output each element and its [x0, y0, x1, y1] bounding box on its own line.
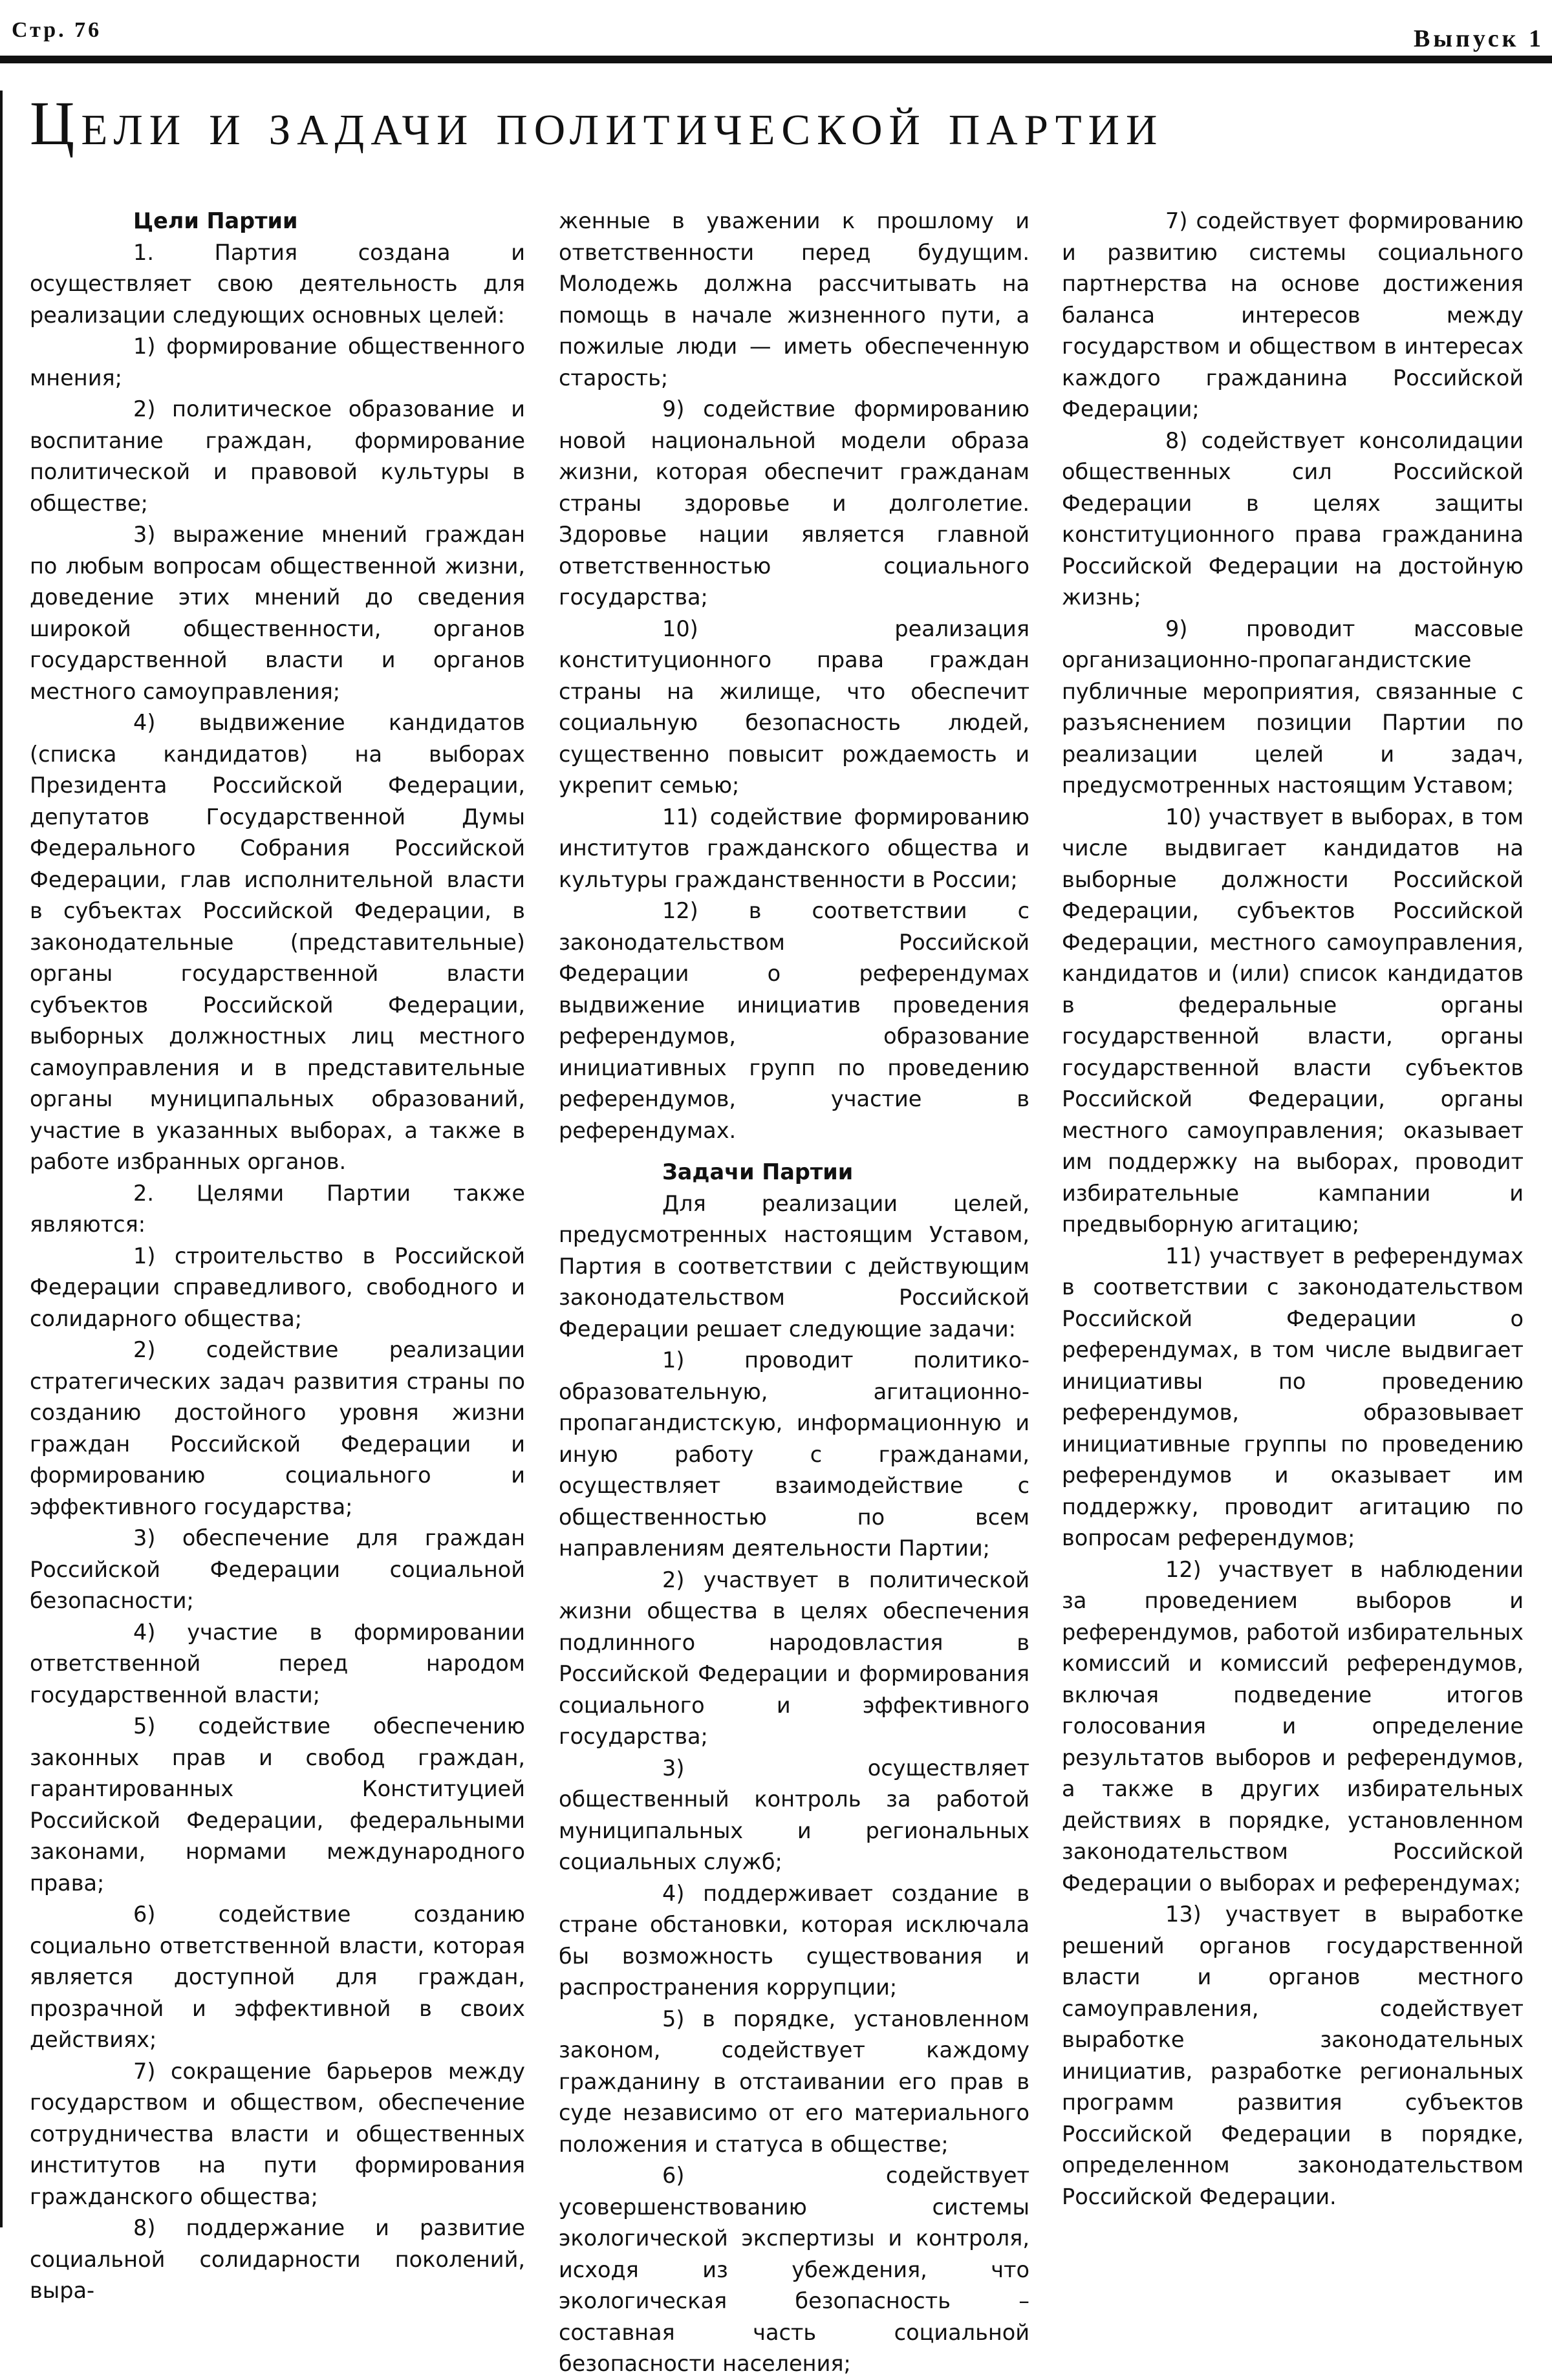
list-item: 7) содействует формированию и развитию системы социального партнерства на основе достижения баланса интересов между государством и обществом в интересах каждого гражданина Российской Федерации; — [1062, 208, 1524, 422]
section-heading-goals: Цели Партии — [133, 208, 298, 233]
spacer — [559, 1146, 1029, 1157]
paragraph-continued: женные в уважении к прошлому и ответственности перед будущим. Молодежь должна рассчитывать на помощь в начале жизненного пути, а пожилые люди — иметь обеспеченную старость; — [559, 208, 1029, 391]
list-item: 10) реализация конституционного права граждан страны на жилище, что обеспечит социальную безопасность людей, существенно повысит рождаемость и укрепит семью; — [559, 616, 1029, 798]
list-item: 13) участвует в выработке решений органов государственной власти и органов местного самоуправления, содействует выработке законодательных инициатив, разработке региональных программ развития субъектов Российской Федерации в порядке, определенном законодательством Российской Федерации. — [1062, 1902, 1524, 2209]
column-3 — [1062, 206, 1524, 2213]
list-item: 6) содействует усовершенствованию системы экологической экспертизы и контроля, исходя из убеждения, что экологическая безопасность – составная часть социальной безопасности населения; — [559, 2163, 1029, 2376]
list-item: 5) содействие обеспечению законных прав и свобод граждан, гарантированных Конституцией Российской Федерации, федеральными законами, нормами международного права; — [30, 1713, 525, 1896]
section-heading-tasks: Задачи Партии — [662, 1159, 854, 1185]
list-item: 3) выражение мнений граждан по любым вопросам общественной жизни, доведение этих мнений до сведения широкой общественности, органов государственной власти и органов местного самоуправления; — [30, 522, 525, 704]
list-item: 12) в соответствии с законодательством Российской Федерации о референдумах выдвижение инициатив проведения референдумов, образование инициативных групп по проведению референдумов, участие в референдумах. — [559, 898, 1029, 1143]
issue-label: Выпуск 1 — [1413, 25, 1544, 52]
column-1 — [30, 206, 525, 2307]
list-item: 10) участвует в выборах, в том числе выдвигает кандидатов на выборные должности Российской Федерации, субъектов Российской Федерации, местного самоуправления, кандидатов и (или) список кандидатов в федеральные органы государственной власти, органы государственной власти субъектов Российской Федерации, органы местного самоуправления; оказывает им поддержку на выборах, проводит избирательные кампании и предвыборную агитацию; — [1062, 804, 1524, 1237]
list-item: 5) в порядке, установленном законом, содействует каждому гражданину в отстаивании его прав в суде независимо от его материального положения и статуса в обществе; — [559, 2006, 1029, 2157]
list-item: 3) обеспечение для граждан Российской Федерации социальной безопасности; — [30, 1525, 525, 1613]
paragraph: 2. Целями Партии также являются: — [30, 1180, 525, 1237]
list-item: 11) содействие формированию институтов гражданского общества и культуры гражданственности в России; — [559, 804, 1029, 892]
list-item: 2) содействие реализации стратегических задач развития страны по созданию достойного уровня жизни граждан Российской Федерации и формированию социального и эффективного государства; — [30, 1337, 525, 1519]
column-2 — [559, 206, 1029, 2380]
left-border-rule — [0, 91, 3, 2227]
paragraph: Для реализации целей, предусмотренных настоящим Уставом, Партия в соответствии с действующим законодательством Российской Федерации решает следующие задачи: — [559, 1190, 1029, 1342]
header-rule — [0, 56, 1552, 63]
list-item: 12) участвует в наблюдении за проведением выборов и референдумов, работой избирательных комиссий и комиссий референдумов, включая подведение итогов голосования и определение результатов выборов и референдумов, а также в других избирательных действиях в порядке, установленном законодательством Российской Федерации о выборах и референдумах; — [1062, 1556, 1524, 1896]
list-item: 1) формирование общественного мнения; — [30, 334, 525, 391]
list-item: 8) содействует консолидации общественных сил Российской Федерации в целях защиты конституционного права гражданина Российской Федерации на достойную жизнь; — [1062, 427, 1524, 610]
list-item: 11) участвует в референдумах в соответствии с законодательством Российской Федерации о референдумах, в том числе выдвигает инициативы по проведению референдумов, образовывает инициативные группы по проведению референдумов и оказывает им поддержку, проводит агитацию по вопросам референдумов; — [1062, 1243, 1524, 1550]
list-item: 4) выдвижение кандидатов (списка кандидатов) на выборах Президента Российской Федерации, депутатов Государственной Думы Федерального Собрания Российской Федерации, глав исполнительной власти в субъектах Российской Федерации, в законодательные (представительные) органы государственной власти субъектов Российской Федерации, выборных должностных лиц местного самоуправления и в представительные органы муниципальных образований, участие в указанных выборах, а также в работе избранных органов. — [30, 710, 525, 1174]
page-number: Стр. 76 — [12, 18, 102, 42]
paragraph: 1. Партия создана и осуществляет свою деятельность для реализации следующих основных целей: — [30, 239, 525, 328]
list-item: 4) участие в формировании ответственной перед народом государственной власти; — [30, 1619, 525, 1708]
list-item: 2) участвует в политической жизни общества в целях обеспечения подлинного народовластия в Российской Федерации и формирования социального и эффективного государства; — [559, 1567, 1029, 1749]
page-title: Цели и задачи политической партии — [30, 89, 1164, 158]
list-item: 8) поддержание и развитие социальной солидарности поколений, выра- — [30, 2215, 525, 2303]
list-item: 4) поддерживает создание в стране обстановки, которая исключала бы возможность существования и распространения коррупции; — [559, 1880, 1029, 2000]
list-item: 2) политическое образование и воспитание граждан, формирование политической и правовой культуры в обществе; — [30, 396, 525, 516]
list-item: 6) содействие созданию социально ответственной власти, которая является доступной для граждан, прозрачной и эффективной в своих действиях; — [30, 1902, 525, 2052]
list-item: 7) сокращение барьеров между государством и обществом, обеспечение сотрудничества власти и общественных институтов на пути формирования гражданского общества; — [30, 2058, 525, 2209]
list-item: 1) проводит политико-образовательную, агитационно-пропагандистскую, информационную и иную работу с гражданами, осуществляет взаимодействие с общественностью по всем направлениям деятельности Партии; — [559, 1347, 1029, 1561]
list-item: 1) строительство в Российской Федерации справедливого, свободного и солидарного общества; — [30, 1243, 525, 1331]
list-item: 3) осуществляет общественный контроль за работой муниципальных и региональных социальных служб; — [559, 1755, 1029, 1874]
list-item: 9) проводит массовые организационно-пропагандистские публичные мероприятия, связанные с разъяснением позиции Партии по реализации целей и задач, предусмотренных настоящим Уставом; — [1062, 616, 1524, 798]
list-item: 9) содействие формированию новой национальной модели образа жизни, которая обеспечит гражданам страны здоровье и долголетие. Здоровье нации является главной ответственностью социального государства; — [559, 396, 1029, 610]
